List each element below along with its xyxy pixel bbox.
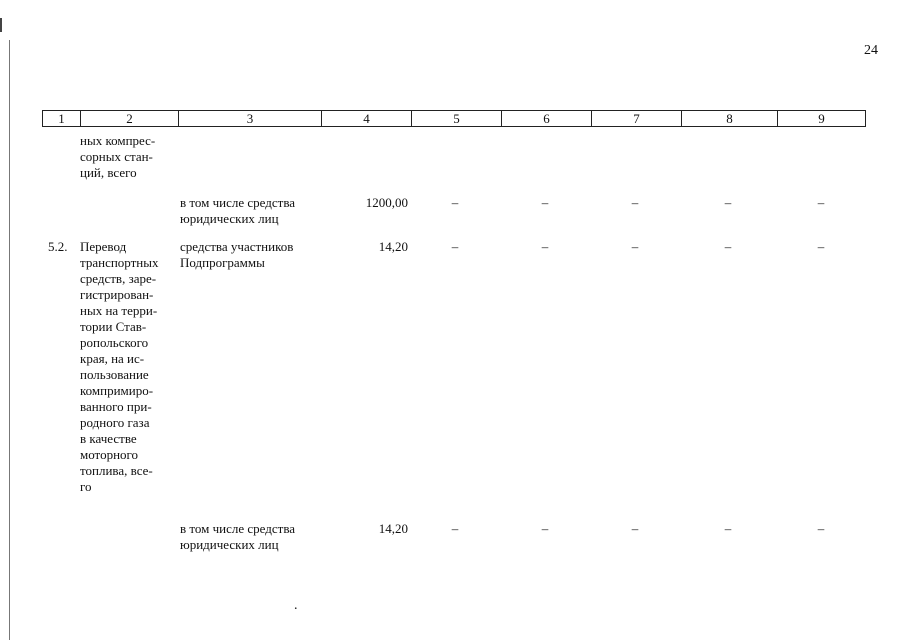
table-row-3-col5-dash: – (451, 521, 459, 536)
name-line: края, на ис- (80, 351, 145, 366)
name-line: гистрирован- (80, 287, 154, 302)
name-line: ных компрес- (80, 133, 156, 148)
name-line: ций, всего (80, 165, 137, 180)
name-line: ропольского (80, 335, 149, 350)
table-row-3-col9-dash: – (817, 521, 825, 536)
name-line: транспортных (80, 255, 159, 270)
name-line: в качестве (80, 431, 137, 446)
header-col-9: 9 (818, 111, 825, 126)
header-col-2: 2 (81, 111, 179, 126)
table-row-2-name (80, 239, 174, 495)
name-line: сорных стан- (80, 149, 153, 164)
footer-mark: . (294, 598, 298, 613)
header-col-3: 3 (179, 111, 322, 126)
scan-edge-mark (0, 18, 2, 32)
name-line: моторного (80, 447, 139, 462)
table-row-1-source (180, 195, 320, 227)
source-line: средства участников (180, 239, 294, 254)
source-line: Подпрограммы (180, 255, 265, 270)
name-line: го (80, 479, 92, 494)
table-row-1-col5-dash: – (451, 195, 459, 210)
table-row-3-value: 14,20 (378, 521, 408, 536)
header-col-5: 5 (412, 111, 502, 126)
header-col-8: 8 (682, 111, 778, 126)
table-row-2-col7-dash: – (631, 239, 639, 254)
table-row-1-col7-dash: – (631, 195, 639, 210)
table-row-2-col9-dash: – (817, 239, 825, 254)
source-line: в том числе средства (180, 521, 296, 536)
scan-edge-line (9, 40, 10, 640)
table-row-1-value: 1200,00 (365, 195, 408, 210)
table-row-3-col7-dash: – (631, 521, 639, 536)
header-col-4: 4 (322, 111, 412, 126)
header-col-1: 1 (43, 111, 81, 126)
source-line: юридических лиц (180, 211, 279, 226)
table-row-2-col5-dash: – (451, 239, 459, 254)
source-line: в том числе средства (180, 195, 296, 210)
name-line: пользование (80, 367, 149, 382)
table-row-3-col6-dash: – (541, 521, 549, 536)
table-row-3-col8-dash: – (724, 521, 732, 536)
table-row-0-name (80, 133, 174, 181)
table-row-2-number: 5.2. (48, 239, 68, 254)
source-line: юридических лиц (180, 537, 279, 552)
name-line: топлива, все- (80, 463, 153, 478)
table-row-1-col6-dash: – (541, 195, 549, 210)
table-row-2-source (180, 239, 320, 271)
table-header-row (42, 110, 866, 127)
table-row-2-col8-dash: – (724, 239, 732, 254)
page-number: 24 (864, 43, 878, 58)
header-col-6: 6 (502, 111, 592, 126)
name-line: ных на терри- (80, 303, 158, 318)
name-line: тории Став- (80, 319, 147, 334)
table-row-1-col9-dash: – (817, 195, 825, 210)
table-row-1-col8-dash: – (724, 195, 732, 210)
name-line: компримиро- (80, 383, 154, 398)
table-row-2-col6-dash: – (541, 239, 549, 254)
name-line: Перевод (80, 239, 127, 254)
header-col-7: 7 (592, 111, 682, 126)
name-line: средств, заре- (80, 271, 157, 286)
table-row-2-value: 14,20 (378, 239, 408, 254)
name-line: ванного при- (80, 399, 152, 414)
table-row-3-source (180, 521, 320, 553)
name-line: родного газа (80, 415, 150, 430)
